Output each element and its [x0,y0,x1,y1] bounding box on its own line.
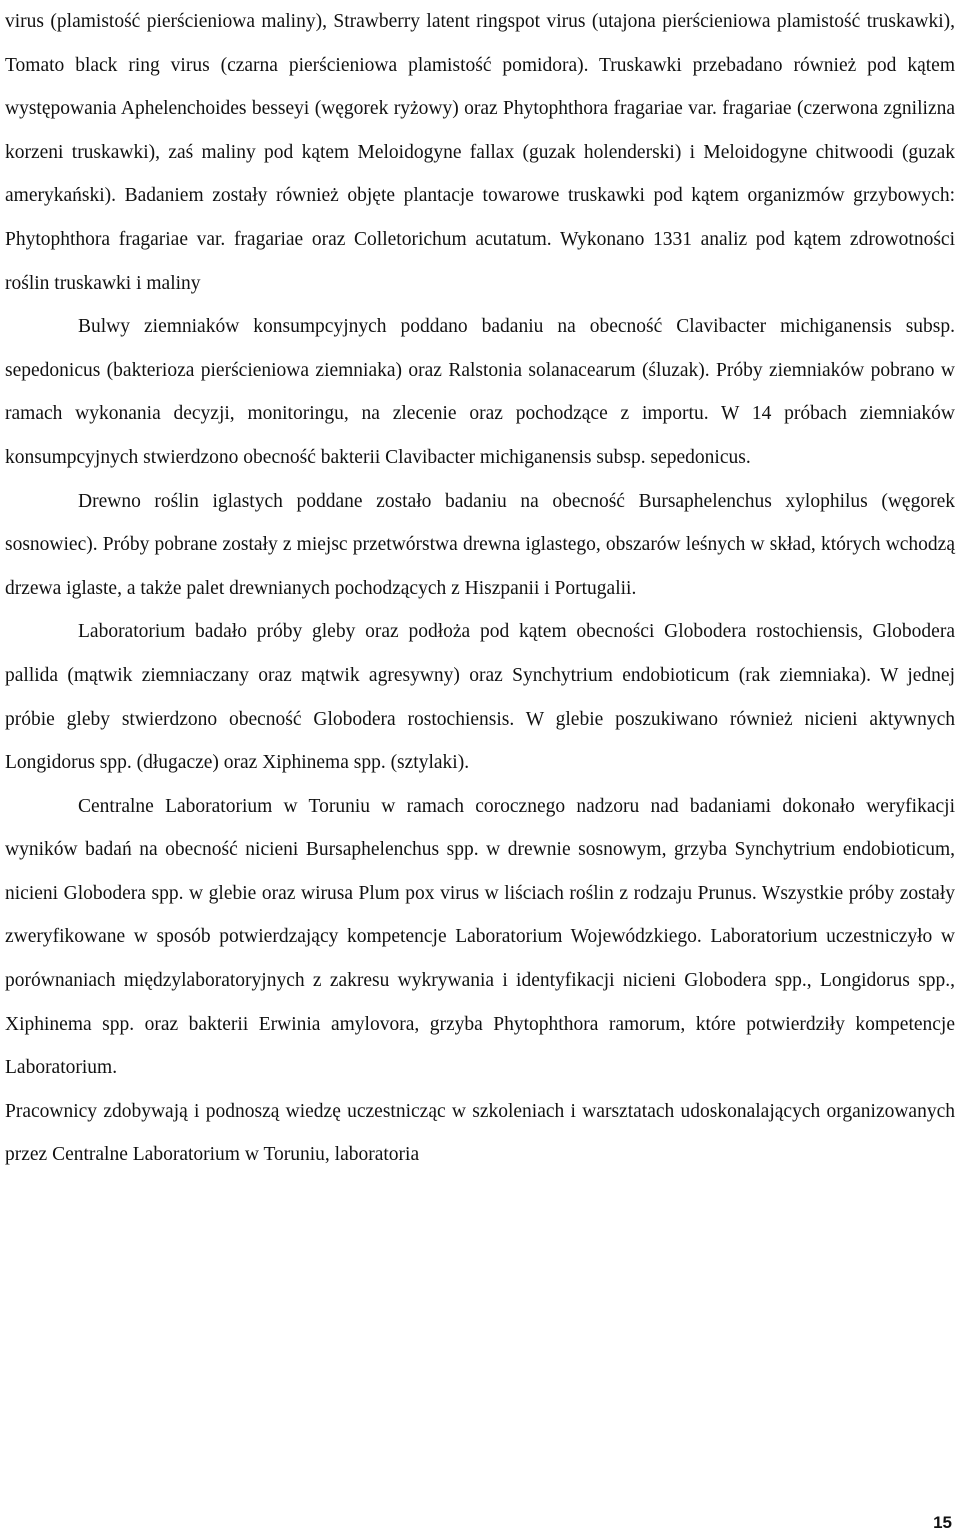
paragraph-soil-samples: Laboratorium badało próby gleby oraz podłoża pod kątem obecności Globodera rostochiensis, Globodera pallida (mątwik ziemniaczany oraz mątwik agresywny) oraz Synchytrium endobioticum (rak ziemniaka). W jednej próbie gleby stwierdzono obecność Globodera rostochiensis. W glebie poszukiwano również nicieni aktywnych Longidorus spp. (długacze) oraz Xiphinema spp. (sztylaki). [5,621,955,774]
paragraph-potato-bacteria: Bulwy ziemniaków konsumpcyjnych poddano badaniu na obecność Clavibacter michiganensis subsp. sepedonicus (bakterioza pierścieniowa ziemniaka) oraz Ralstonia solanacearum (śluzak). Próby ziemniaków pobrano w ramach wykonania decyzji, monitoringu, na zlecenie oraz pochodzące z importu. W 14 próbach ziemniaków konsumpcyjnych stwierdzono obecność bakterii Clavibacter michiganensis subsp. sepedonicus. [5,316,955,468]
paragraph-staff-training: Pracownicy zdobywają i podnoszą wiedzę uczestnicząc w szkoleniach i warsztatach udoskonalających organizowanych przez Centralne Laboratorium w Toruniu, laboratoria [5,1100,955,1166]
document-body [5,0,955,1177]
paragraph-virus-testing: virus (plamistość pierścieniowa maliny), Strawberry latent ringspot virus (utajona pierścieniowa plamistość truskawki), Tomato black ring virus (czarna pierścieniowa plamistość pomidora). Truskawki przebadano również pod kątem występowania Aphelenchoides besseyi (węgorek ryżowy) oraz Phytophthora fragariae var. fragariae (czerwona zgnilizna korzeni truskawki), zaś maliny pod kątem Meloidogyne fallax (guzak holenderski) i Meloidogyne chitwoodi (guzak amerykański). Badaniem zostały również objęte plantacje towarowe truskawki pod kątem organizmów grzybowych: Phytophthora fragariae var. fragariae oraz Colletorichum acutatum. Wykonano 1331 analiz pod kątem zdrowotności roślin truskawki i maliny [5,11,955,294]
paragraph-central-laboratory: Centralne Laboratorium w Toruniu w ramach corocznego nadzoru nad badaniami dokonało weryfikacji wyników badań na obecność nicieni Bursaphelenchus spp. w drewnie sosnowym, grzyba Synchytrium endobioticum, nicieni Globodera spp. w glebie oraz wirusa Plum pox virus w liściach roślin z rodzaju Prunus. Wszystkie próby zostały zweryfikowane w sposób potwierdzający kompetencje Laboratorium Wojewódzkiego. Laboratorium uczestniczyło w porównaniach międzylaboratoryjnych z zakresu wykrywania i identyfikacji nicieni Globodera spp., Longidorus spp., Xiphinema spp. oraz bakterii Erwinia amylovora, grzyba Phytophthora ramorum, które potwierdziły kompetencje Laboratorium. [5,795,955,1079]
paragraph-conifer-wood: Drewno roślin iglastych poddane zostało badaniu na obecność Bursaphelenchus xylophilus (węgorek sosnowiec). Próby pobrane zostały z miejsc przetwórstwa drewna iglastego, obszarów leśnych w skład, których wchodzą drzewa iglaste, a także palet drewnianych pochodzących z Hiszpanii i Portugalii. [5,490,955,599]
page-number: 15 [933,1513,952,1532]
